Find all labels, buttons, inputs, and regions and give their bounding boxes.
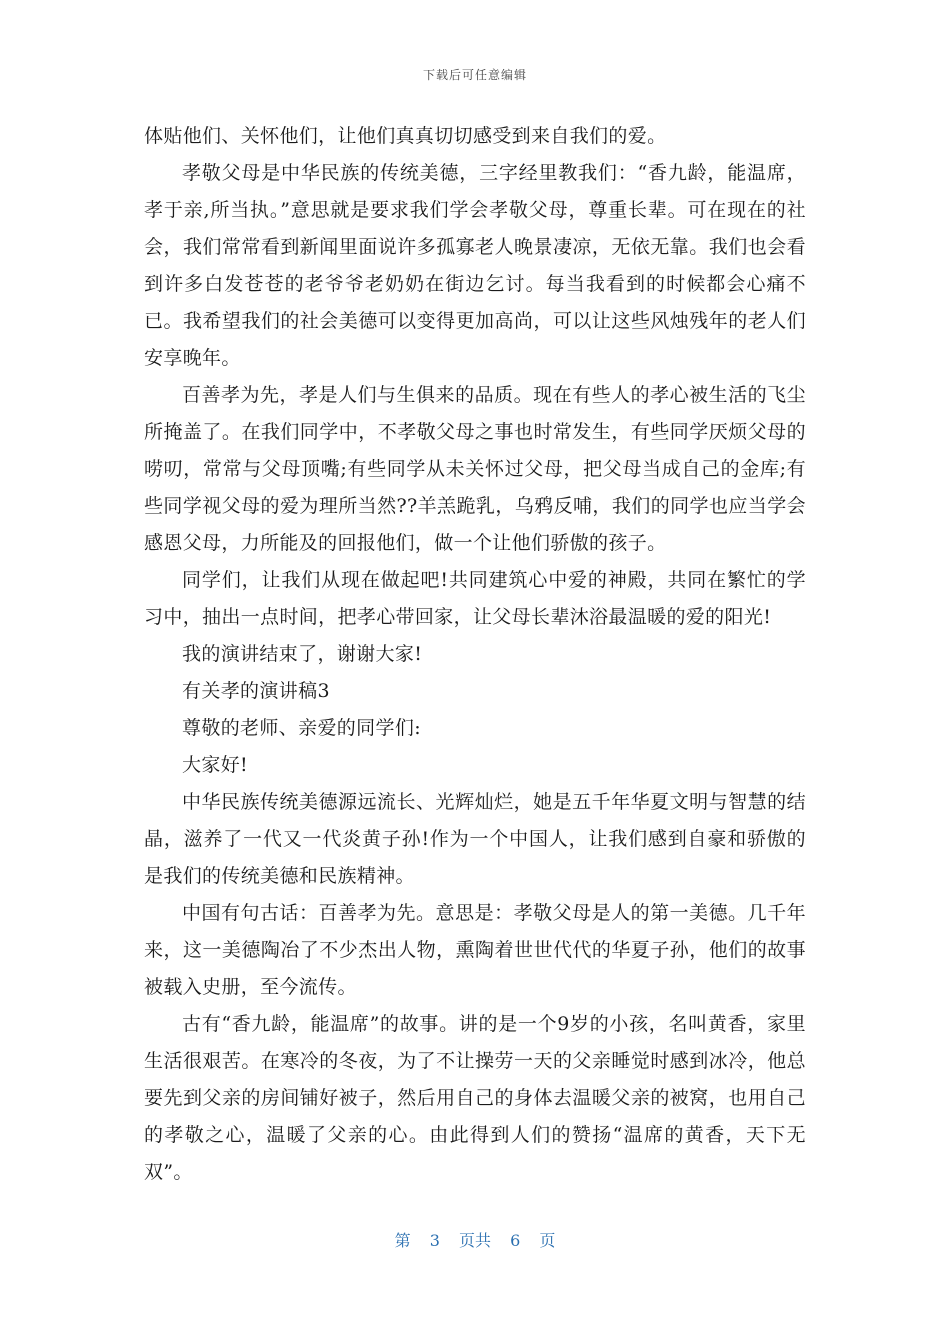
document-body — [144, 118, 806, 1191]
section-title: 有关孝的演讲稿3 — [182, 680, 330, 702]
page-number-footer: 第 3 页共 6 页 — [394, 1231, 556, 1250]
paragraph: 百善孝为先，孝是人们与生俱来的品质。现在有些人的孝心被生活的飞尘所掩盖了。在我们同学中，不孝敬父母之事也时常发生，有些同学厌烦父母的唠叨，常常与父母顶嘴;有些同学从未关怀过父母，把父母当成自己的金库;有些同学视父母的爱为理所当然??羊羔跪乳，乌鸦反哺，我们的同学也应当学会感恩父母，力所能及的回报他们，做一个让他们骄傲的孩子。 — [144, 384, 806, 554]
paragraph: 同学们，让我们从现在做起吧!共同建筑心中爱的神殿，共同在繁忙的学习中，抽出一点时间，把孝心带回家，让父母长辈沐浴最温暖的爱的阳光! — [144, 569, 806, 628]
paragraph: 孝敬父母是中华民族的传统美德，三字经里教我们：“香九龄，能温席，孝于亲,所当执。”意思就是要求我们学会孝敬父母，尊重长辈。可在现在的社会，我们常常看到新闻里面说许多孤寡老人晚景凄凉，无依无靠。我们也会看到许多白发苍苍的老爷爷老奶奶在街边乞讨。每当我看到的时候都会心痛不已。我希望我们的社会美德可以变得更加高尚，可以让这些风烛残年的老人们安享晚年。 — [144, 162, 806, 369]
paragraph: 中华民族传统美德源远流长、光辉灿烂，她是五千年华夏文明与智慧的结晶，滋养了一代又一代炎黄子孙!作为一个中国人，让我们感到自豪和骄傲的是我们的传统美德和民族精神。 — [144, 791, 806, 887]
greeting: 大家好! — [182, 754, 249, 776]
page-header: 下载后可任意编辑 — [422, 68, 527, 82]
paragraph: 我的演讲结束了，谢谢大家! — [182, 643, 423, 665]
paragraph: 古有“香九龄，能温席”的故事。讲的是一个9岁的小孩，名叫黄香，家里生活很艰苦。在寒冷的冬夜，为了不让操劳一天的父亲睡觉时感到冰冷，他总要先到父亲的房间铺好被子，然后用自己的身体去温暖父亲的被窝，也用自己的孝敬之心，温暖了父亲的心。由此得到人们的赞扬“温席的黄香，天下无双”。 — [144, 1013, 806, 1183]
paragraph: 体贴他们、关怀他们，让他们真真切切感受到来自我们的爱。 — [144, 125, 667, 147]
salutation: 尊敬的老师、亲爱的同学们: — [182, 717, 421, 739]
paragraph: 中国有句古话：百善孝为先。意思是：孝敬父母是人的第一美德。几千年来，这一美德陶冶了不少杰出人物，熏陶着世世代代的华夏子孙，他们的故事被载入史册，至今流传。 — [144, 902, 806, 998]
